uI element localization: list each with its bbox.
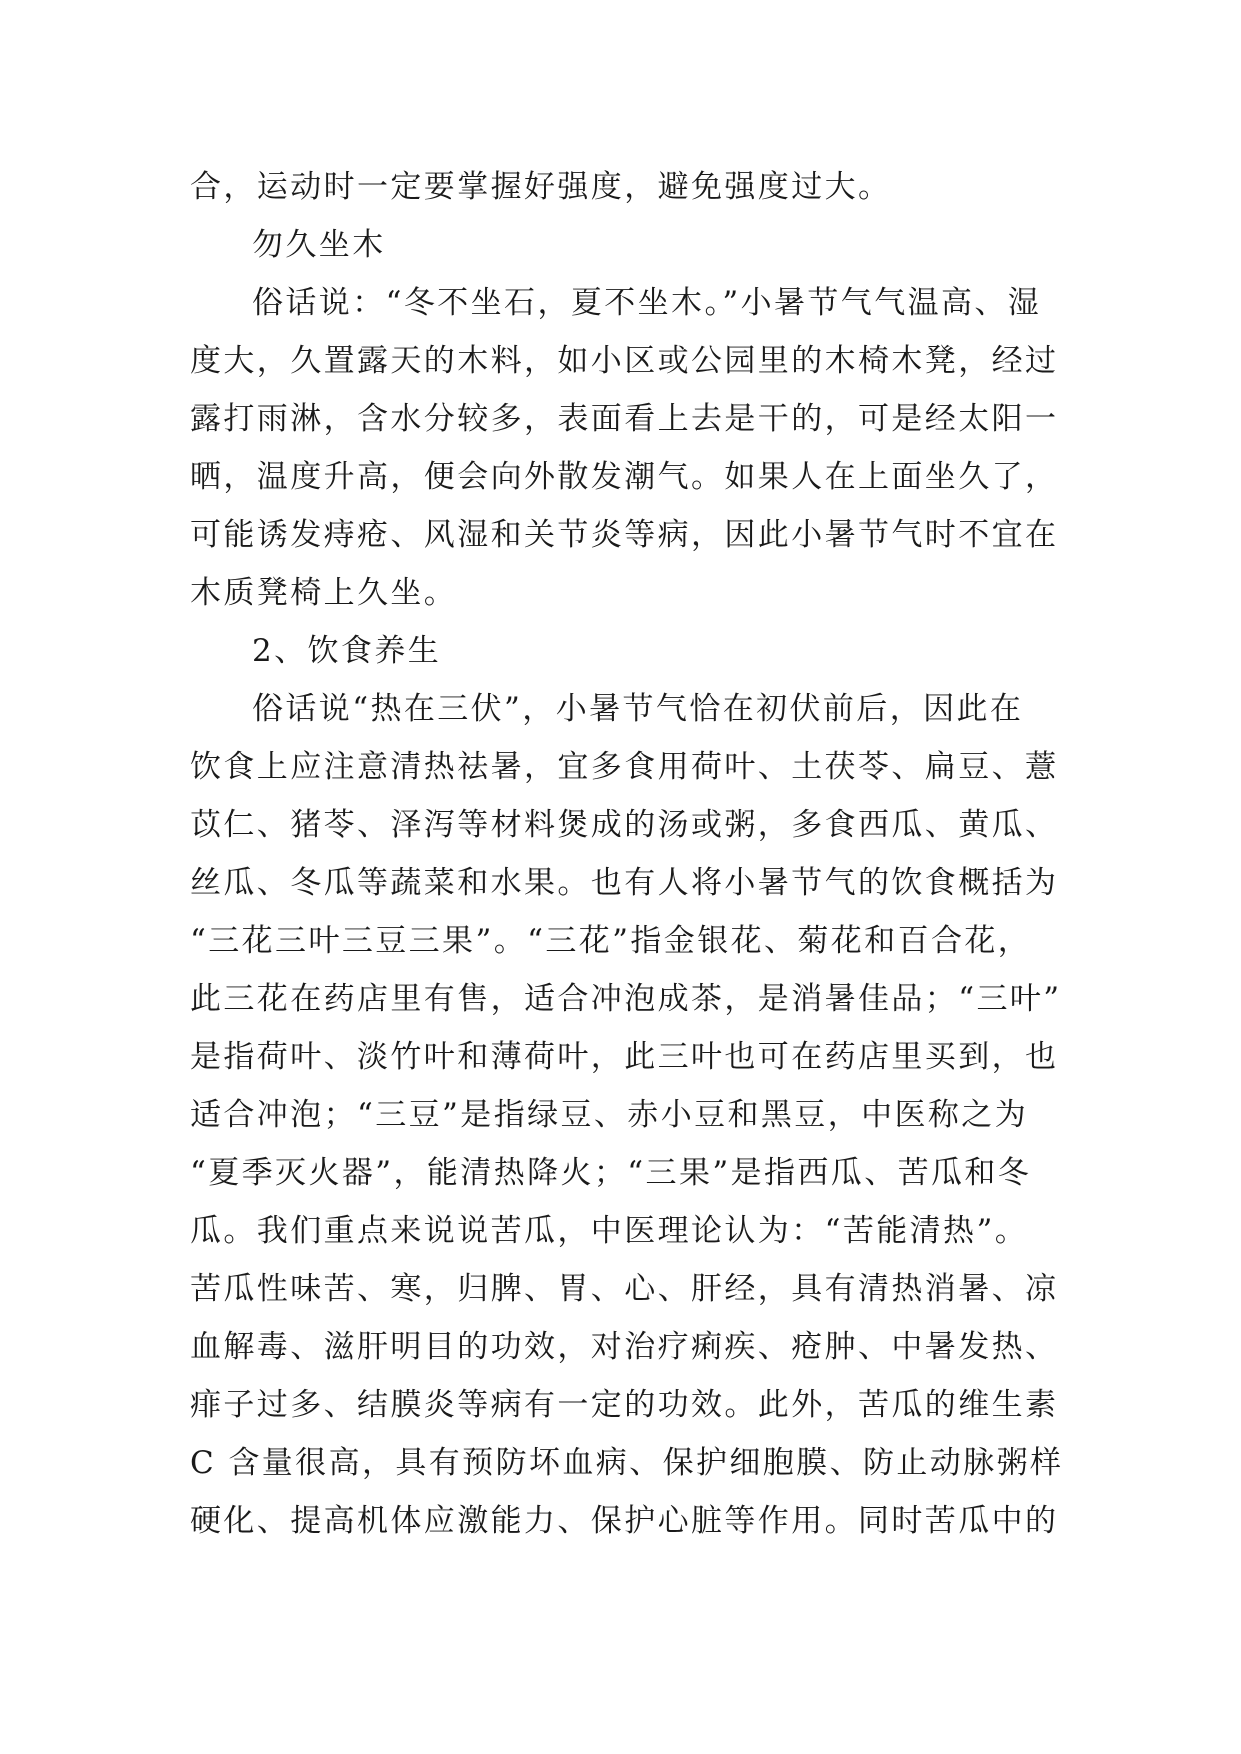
text-line: 瓜。我们重点来说说苦瓜，中医理论认为：“苦能清热”。 <box>190 1213 1029 1249</box>
text-line: 俗话说“热在三伏”，小暑节气恰在初伏前后，因此在 <box>252 691 1024 727</box>
text-line: 硬化、提高机体应激能力、保护心脏等作用。同时苦瓜中的 <box>190 1503 1059 1539</box>
text-line: 晒，温度升高，便会向外散发潮气。如果人在上面坐久了， <box>190 459 1059 495</box>
text-line: 苡仁、猪苓、泽泻等材料煲成的汤或粥，多食西瓜、黄瓜、 <box>190 807 1059 843</box>
text-line: C 含量很高，具有预防坏血病、保护细胞膜、防止动脉粥样 <box>190 1445 1064 1481</box>
text-line: 适合冲泡；“三豆”是指绿豆、赤小豆和黑豆，中医称之为 <box>190 1097 1029 1133</box>
section-heading: 2、饮食养生 <box>252 633 442 669</box>
text-line: “三花三叶三豆三果”。“三花”指金银花、菊花和百合花， <box>190 923 1032 959</box>
text-line: “夏季灭火器”，能清热降火；“三果”是指西瓜、苦瓜和冬 <box>190 1155 1032 1191</box>
text-line: 是指荷叶、淡竹叶和薄荷叶，此三叶也可在药店里买到，也 <box>190 1039 1059 1075</box>
text-line: 血解毒、滋肝明目的功效，对治疗痢疾、疮肿、中暑发热、 <box>190 1329 1059 1365</box>
text-line: 度大，久置露天的木料，如小区或公园里的木椅木凳，经过 <box>190 343 1059 379</box>
text-line: 合，运动时一定要掌握好强度，避免强度过大。 <box>190 169 892 205</box>
section-heading: 勿久坐木 <box>252 227 386 263</box>
text-line: 可能诱发痔疮、风湿和关节炎等病，因此小暑节气时不宜在 <box>190 517 1059 553</box>
text-line: 苦瓜性味苦、寒，归脾、胃、心、肝经，具有清热消暑、凉 <box>190 1271 1059 1307</box>
body-text <box>190 158 1064 1550</box>
text-line: 痱子过多、结膜炎等病有一定的功效。此外，苦瓜的维生素 <box>190 1387 1059 1423</box>
text-line: 俗话说：“冬不坐石，夏不坐木。”小暑节气气温高、湿 <box>252 285 1042 321</box>
text-line: 木质凳椅上久坐。 <box>190 575 458 611</box>
text-line: 露打雨淋，含水分较多，表面看上去是干的，可是经太阳一 <box>190 401 1059 437</box>
text-line: 此三花在药店里有售，适合冲泡成茶，是消暑佳品；“三叶” <box>190 981 1062 1017</box>
text-line: 丝瓜、冬瓜等蔬菜和水果。也有人将小暑节气的饮食概括为 <box>190 865 1059 901</box>
text-line: 饮食上应注意清热祛暑，宜多食用荷叶、土茯苓、扁豆、薏 <box>190 749 1059 785</box>
